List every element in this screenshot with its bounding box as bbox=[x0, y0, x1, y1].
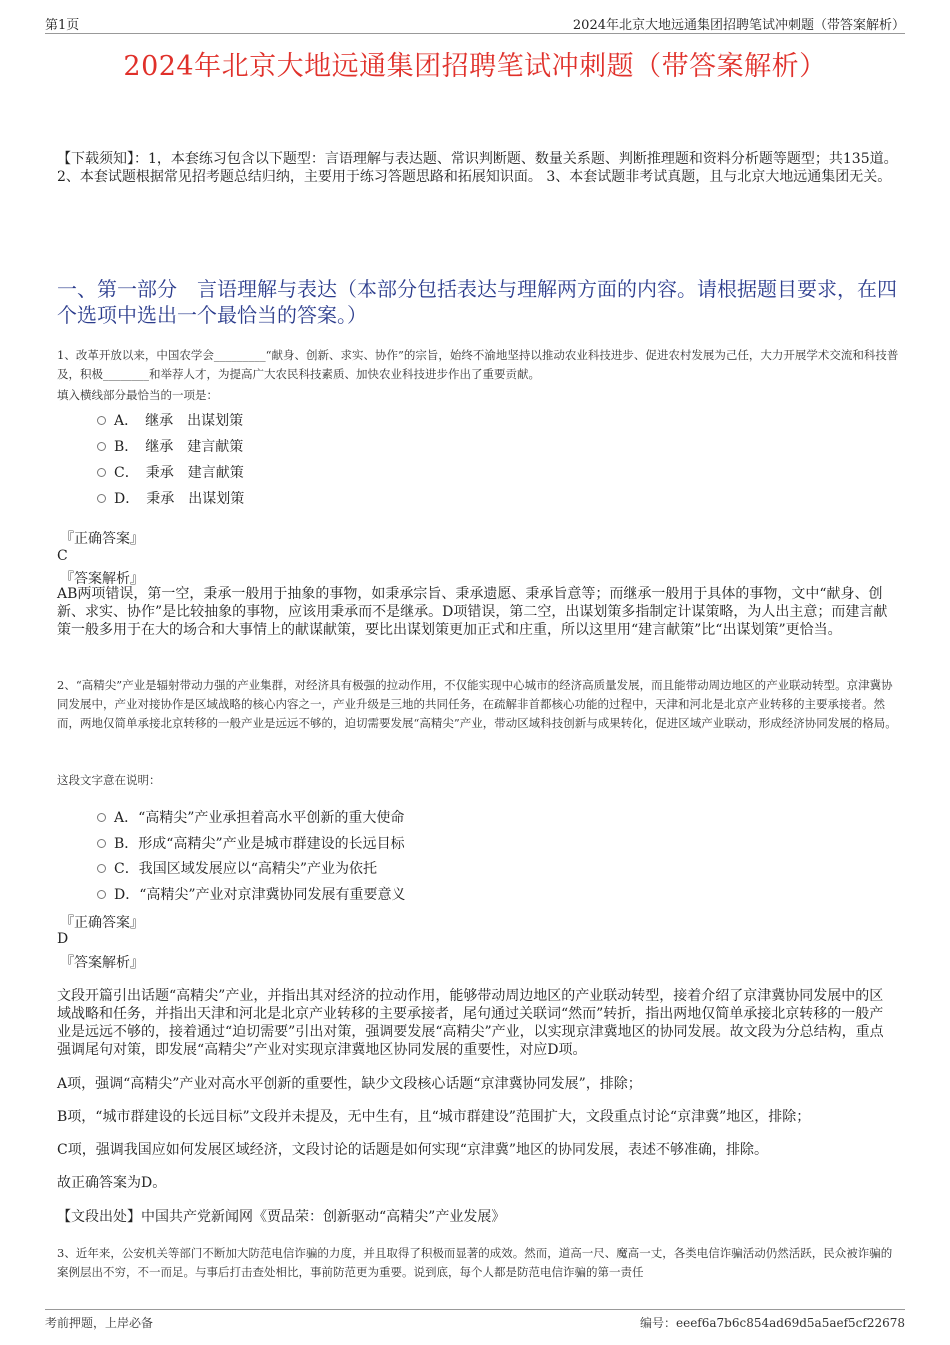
running-header: 2024年北京大地远通集团招聘笔试冲刺题（带答案解析） bbox=[572, 18, 905, 33]
radio-icon[interactable] bbox=[97, 494, 106, 503]
question-1-answer-label: 『正确答案』 bbox=[60, 531, 144, 547]
question-1-option-b[interactable]: B． 继承 建言献策 bbox=[97, 436, 243, 456]
question-1-option-d[interactable]: D． 秉承 出谋划策 bbox=[97, 488, 244, 508]
footer-slogan: 考前押题，上岸必备 bbox=[45, 1316, 154, 1330]
radio-icon[interactable] bbox=[97, 890, 106, 899]
question-2-analysis-a: A项，强调“高精尖”产业对高水平创新的重要性，缺少文段核心话题“京津冀协同发展”，排除； bbox=[57, 1076, 642, 1092]
page-number: 第1页 bbox=[45, 18, 80, 33]
question-2-option-a[interactable]: A．“高精尖”产业承担着高水平创新的重大使命 bbox=[97, 807, 404, 827]
question-2-analysis-main: 文段开篇引出话题“高精尖”产业，并指出其对经济的拉动作用，能够带动周边地区的产业联动转型，接着介绍了京津冀协同发展中的区域战略和任务，并指出天津和河北是北京产业转移的主要承接者，尾句通过关联词“然而”转折，指出两地仅简单承接北京转移的一般产业是远远不够的，接着通过“迫切需要”引出对策，强调要发展“高精尖”产业，以实现京津冀地区的协同发展。故文段为分总结构，重点强调尾句对策，即发展“高精尖”产业对实现京津冀地区协同发展的重要性，对应D项。 bbox=[57, 988, 884, 1058]
question-2-analysis-b: B项，“城市群建设的长远目标”文段并未提及，无中生有，且“城市群建设”范围扩大，文段重点讨论“京津冀”地区，排除； bbox=[57, 1109, 811, 1125]
download-notice: 【下载须知】：1，本套练习包含以下题型：言语理解与表达题、常识判断题、数量关系题、判断推理题和资料分析题等题型；共135道。 2、本套试题根据常见招考题总结归纳，主要用于练习答题思路和拓展知识面。 3、本套试题非考试真题，且与北京大地远通集团无关。 bbox=[57, 151, 898, 185]
question-2-analysis-c: C项，强调我国应如何发展区域经济，文段讨论的话题是如何实现“京津冀”地区的协同发展，表述不够准确，排除。 bbox=[57, 1142, 769, 1158]
question-2-option-b[interactable]: B．形成“高精尖”产业是城市群建设的长远目标 bbox=[97, 833, 405, 853]
question-1-analysis-label: 『答案解析』 bbox=[60, 571, 144, 587]
question-2-option-c[interactable]: C．我国区域发展应以“高精尖”产业为依托 bbox=[97, 858, 377, 878]
radio-icon[interactable] bbox=[97, 468, 106, 477]
question-1-prompt: 填入横线部分最恰当的一项是： bbox=[57, 388, 218, 402]
header-divider bbox=[45, 33, 905, 34]
question-2-answer-label: 『正确答案』 bbox=[60, 915, 144, 931]
question-2-answer: D bbox=[57, 931, 69, 947]
question-3-text: 3、近年来，公安机关等部门不断加大防范电信诈骗的力度，并且取得了积极而显著的成效。然而，道高一尺、魔高一丈，各类电信诈骗活动仍然活跃，民众被诈骗的案例层出不穷，不一而足。与事后打击查处相比，事前防范更为重要。说到底，每个人都是防范电信诈骗的第一责任 bbox=[57, 1246, 893, 1279]
radio-icon[interactable] bbox=[97, 839, 106, 848]
question-2-conclusion: 故正确答案为D。 bbox=[57, 1175, 167, 1191]
radio-icon[interactable] bbox=[97, 416, 106, 425]
question-1-option-a[interactable]: A． 继承 出谋划策 bbox=[97, 410, 243, 430]
section-heading: 一、第一部分 言语理解与表达（本部分包括表达与理解两方面的内容。请根据题目要求，在四个选项中选出一个最恰当的答案。） bbox=[57, 277, 897, 327]
page-title: 2024年北京大地远通集团招聘笔试冲刺题（带答案解析） bbox=[123, 51, 827, 82]
radio-icon[interactable] bbox=[97, 442, 106, 451]
radio-icon[interactable] bbox=[97, 864, 106, 873]
question-2-prompt: 这段文字意在说明： bbox=[57, 773, 161, 787]
question-1-text: 1、改革开放以来，中国农学会_________“献身、创新、求实、协作”的宗旨，始终不渝地坚持以推动农业科技进步、促进农村发展为己任，大力开展学术交流和科技普及，积极________和举荐人才，为提高广大农民科技素质、加快农业科技进步作出了重要贡献。 bbox=[57, 348, 899, 381]
radio-icon[interactable] bbox=[97, 813, 106, 822]
question-1-analysis: AB两项错误，第一空，秉承一般用于抽象的事物，如秉承宗旨、秉承遗愿、秉承旨意等；而继承一般用于具体的事物，文中“献身、创新、求实、协作”是比较抽象的事物，应该用秉承而不是继承。D项错误，第二空，出谋划策多指制定计谋策略，为人出主意；而建言献策一般多用于在大的场合和大事情上的献谋献策，要比出谋划策更加正式和庄重，所以这里用“建言献策”比“出谋划策”更恰当。 bbox=[57, 586, 888, 638]
question-2-text: 2、“高精尖”产业是辐射带动力强的产业集群，对经济具有极强的拉动作用，不仅能实现中心城市的经济高质量发展，而且能带动周边地区的产业联动转型。京津冀协同发展中，产业对接协作是区域战略的核心内容之一，产业升级是三地的共同任务，在疏解非首都核心功能的过程中，天津和河北是北京产业转移的主要承接者。然而，两地仅简单承接北京转移的一般产业是远远不够的，迫切需要发展“高精尖”产业，带动区域科技创新与成果转化，促进区域产业联动，形成经济协同发展的格局。 bbox=[57, 678, 897, 730]
question-2-source: 【文段出处】中国共产党新闻网《贾品荣：创新驱动“高精尖”产业发展》 bbox=[57, 1209, 506, 1225]
question-2-analysis-label: 『答案解析』 bbox=[60, 955, 144, 971]
footer-divider bbox=[45, 1309, 905, 1310]
footer-serial: 编号：eeef6a7b6c854ad69d5a5aef5cf22678 bbox=[640, 1316, 905, 1330]
question-2-option-d[interactable]: D．“高精尖”产业对京津冀协同发展有重要意义 bbox=[97, 884, 406, 904]
question-1-option-c[interactable]: C． 秉承 建言献策 bbox=[97, 462, 244, 482]
question-1-answer: C bbox=[57, 548, 68, 564]
